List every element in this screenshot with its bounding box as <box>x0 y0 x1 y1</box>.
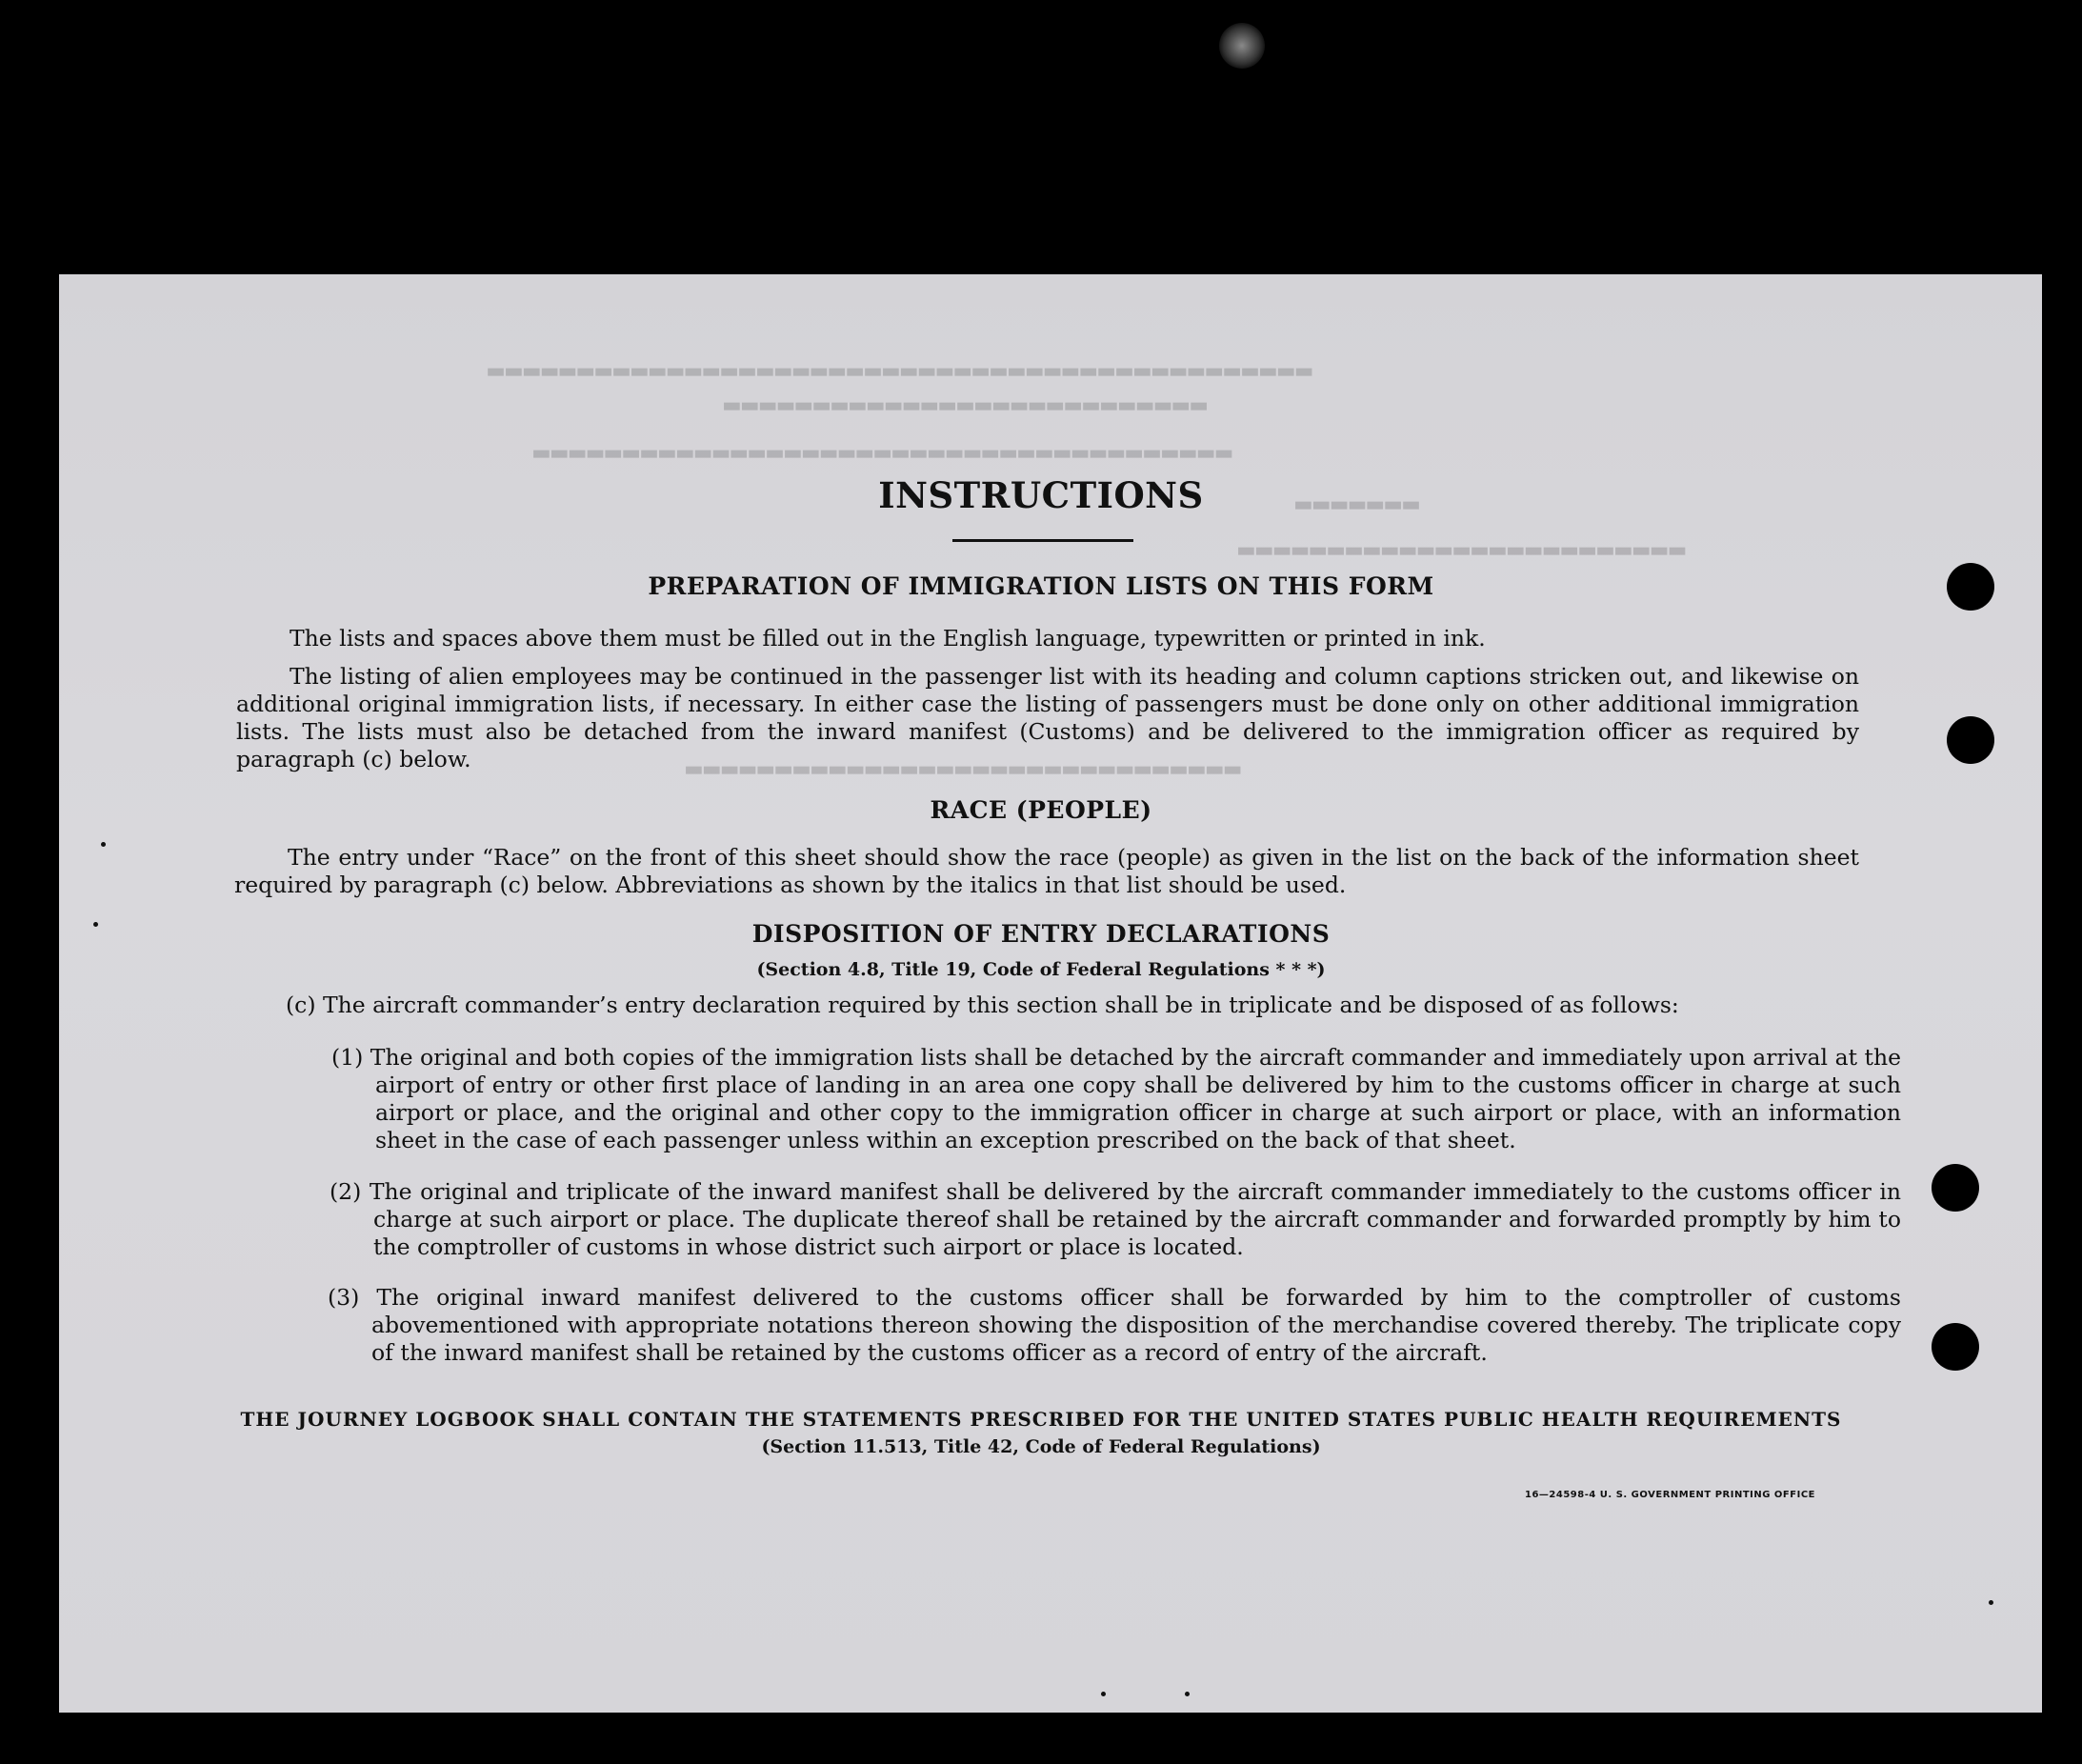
section-heading-disposition: DISPOSITION OF ENTRY DECLARATIONS <box>751 920 1331 948</box>
section-heading-race: RACE (PEOPLE) <box>930 796 1152 824</box>
bleed-through-line: ▬▬▬▬▬▬▬▬▬▬▬▬▬▬▬▬▬▬▬▬▬▬▬▬▬▬▬▬▬▬▬▬▬▬▬▬▬▬▬▬▬▬▬▬▬▬ <box>486 354 1312 386</box>
list-item: (1) The original and both copies of the immigration lists shall be detached by the aircraft commander and immediately upon arrival at the airport of entry or other first place of landing in an area one copy shall be delivered by him to the customs officer in charge at such airport or place, and the original and other copy to the immigration officer in charge at such airport or place, with an information sheet in the case of each passenger unless within an exception prescribed on the back of that sheet. <box>331 1044 1901 1153</box>
punch-hole <box>1947 716 1994 764</box>
speck <box>101 842 106 847</box>
printer-mark: 16—24598-4 U. S. GOVERNMENT PRINTING OFFICE <box>1525 1490 1815 1500</box>
list-item: (3) The original inward manifest delivered to the customs officer shall be forwarded by him to the comptroller of customs abovementioned with appropriate notations thereon showing the disposition of the merchandise covered thereby. The triplicate copy of the inward manifest shall be retained by the customs officer as a record of entry of the aircraft. <box>328 1284 1901 1366</box>
bleed-through-line: ▬▬▬▬▬▬▬▬▬▬▬▬▬▬▬▬▬▬▬▬▬▬▬▬▬ <box>1238 533 1688 565</box>
paragraph-c-intro: (c) The aircraft commander’s entry declaration required by this section shall be in triplicate and be disposed of as follows: <box>286 992 1679 1018</box>
punch-hole <box>1932 1164 1979 1212</box>
page-title: INSTRUCTIONS <box>878 474 1204 516</box>
punch-hole <box>1932 1323 1979 1371</box>
bleed-through-line: ▬▬▬▬▬▬▬▬▬▬▬▬▬▬▬▬▬▬▬▬▬▬▬▬▬▬▬▬▬▬▬▬▬▬▬▬▬▬▬ <box>533 436 1234 468</box>
footer-citation: (Section 11.513, Title 42, Code of Federal Regulations) <box>761 1436 1321 1457</box>
speck <box>1989 1600 1993 1605</box>
disposition-citation: (Section 4.8, Title 19, Code of Federal Regulations * * *) <box>756 959 1326 980</box>
title-underline <box>952 539 1133 542</box>
paragraph-language: The lists and spaces above them must be filled out in the English language, typewritten or printed in ink. <box>290 625 1486 651</box>
bleed-through-line: ▬▬▬▬▬▬▬▬▬▬▬▬▬▬▬▬▬▬▬▬▬▬▬▬▬▬▬ <box>724 389 1210 420</box>
bleed-through-line: ▬▬▬▬▬▬▬ <box>1295 488 1422 519</box>
bleed-through-line: ▬▬▬▬▬▬▬▬▬▬▬▬▬▬▬▬▬▬▬▬▬▬▬▬▬▬▬▬▬▬▬ <box>686 752 1243 784</box>
section-heading-preparation: PREPARATION OF IMMIGRATION LISTS ON THIS FORM <box>648 572 1434 600</box>
speck <box>1185 1692 1190 1696</box>
speck <box>1101 1692 1106 1696</box>
paragraph-race: The entry under “Race” on the front of this sheet should show the race (people) as given in the list on the back of the information sheet required by paragraph (c) below. Abbreviations as shown by the italics in that list should be used. <box>234 844 1859 898</box>
paragraph-alien-employees: The listing of alien employees may be continued in the passenger list with its heading and column captions stricken out, and likewise on additional original immigration lists, if necessary. In either case the listing of passengers must be done only on other additional immigration lists. The lists must also be detached from the inward manifest (Customs) and be delivered to the immigration officer as required by paragraph (c) below. <box>236 663 1859 772</box>
list-item: (2) The original and triplicate of the inward manifest shall be delivered by the aircraft commander immediately to the customs officer in charge at such airport or place. The duplicate thereof shall be retained by the aircraft commander and forwarded promptly by him to the comptroller of customs in whose district such airport or place is located. <box>330 1178 1901 1260</box>
footer-heading: THE JOURNEY LOGBOOK SHALL CONTAIN THE STATEMENTS PRESCRIBED FOR THE UNITED STATES PUBLIC HEALTH REQUIREMENTS <box>240 1408 1842 1431</box>
camera-glare <box>1219 23 1265 69</box>
